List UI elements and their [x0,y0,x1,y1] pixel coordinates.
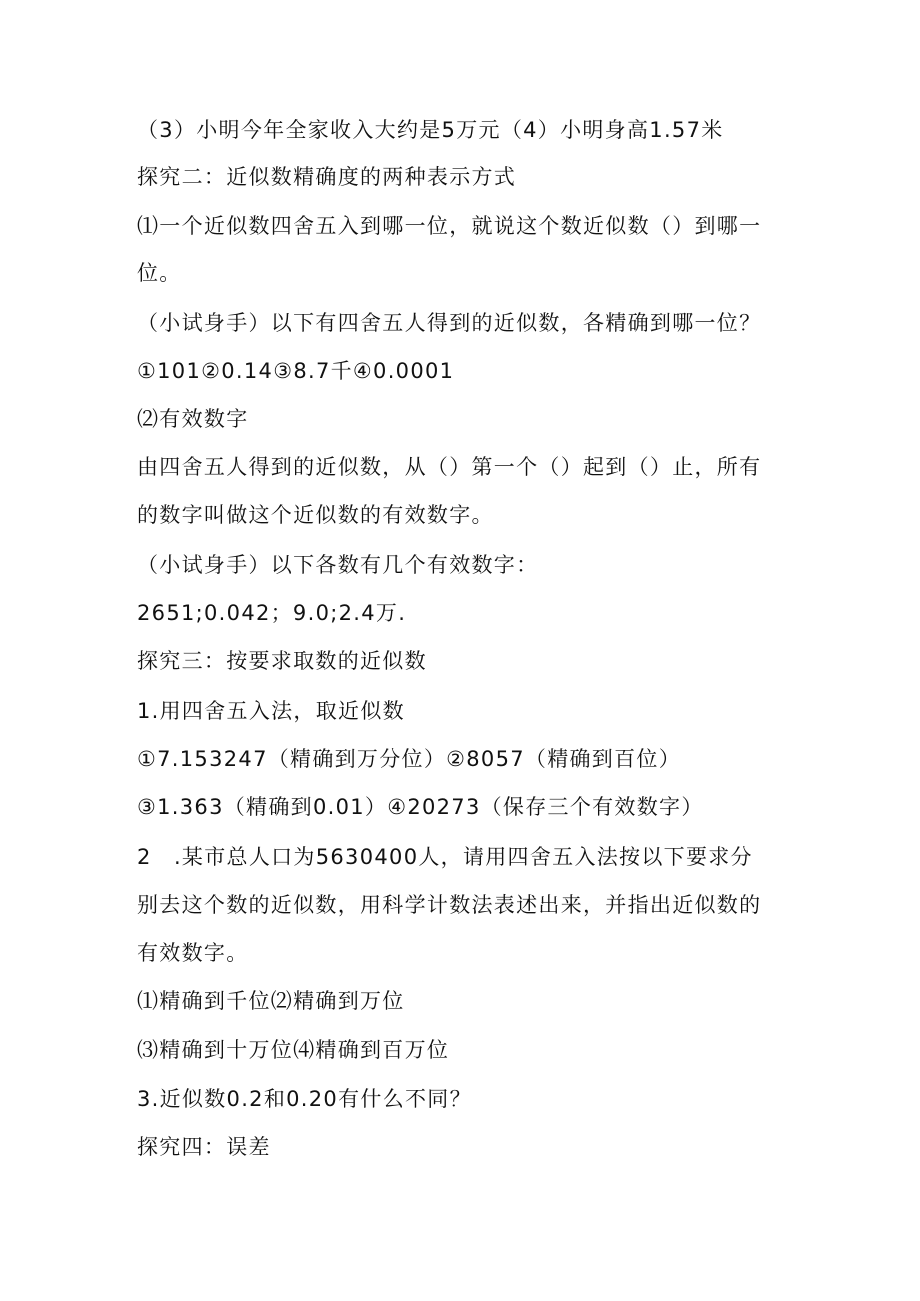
heading-explore-four: 探究四：误差 [137,1135,271,1159]
text-line-family-income-height: （3）小明今年全家收入大约是5万元（4）小明身高1.57米 [137,118,724,142]
subheading-significant-digits: ⑵有效数字 [137,407,249,431]
heading-explore-three: 探究三：按要求取数的近似数 [137,649,427,673]
text-line-significant-definition-cont: 的数字叫做这个近似数的有效数字。 [137,503,494,527]
text-line-exercise-two-items-a: ⑴精确到千位⑵精确到万位 [137,989,405,1013]
text-line-practice-numbers: ①101②0.14③8.7千④0.0001 [137,359,455,383]
text-line-practice-significant-numbers: 2651;0.042；9.0;2.4万. [137,601,407,625]
text-line-exercise-two: 2 .某市总人口为5630400人，请用四舍五入法按以下要求分 [137,845,753,869]
text-line-exercise-two-cont: 别去这个数的近似数，用科学计数法表述出来，并指出近似数的 [137,893,762,917]
text-line-exercise-two-cont2: 有效数字。 [137,941,249,965]
text-line-exercise-one-items-b: ③1.363（精确到0.01）④20273（保存三个有效数字） [137,795,704,819]
text-line-practice-precision: （小试身手）以下有四舍五人得到的近似数，各精确到哪一位？ [137,311,762,335]
heading-explore-two: 探究二：近似数精确度的两种表示方式 [137,165,517,189]
text-line-significant-definition: 由四舍五人得到的近似数，从（）第一个（）起到（）止，所有 [137,455,762,479]
text-line-practice-significant: （小试身手）以下各数有几个有效数字： [137,553,539,577]
text-line-rounding-definition: ⑴一个近似数四舍五入到哪一位，就说这个数近似数（）到哪一 [137,214,762,238]
text-line-exercise-one: 1.用四舍五入法，取近似数 [137,699,405,723]
text-line-exercise-two-items-b: ⑶精确到十万位⑷精确到百万位 [137,1038,450,1062]
text-line-exercise-three: 3.近似数0.2和0.20有什么不同？ [137,1087,472,1111]
text-line-rounding-definition-cont: 位。 [137,261,182,285]
text-line-exercise-one-items-a: ①7.153247（精确到万分位）②8057（精确到百位） [137,747,681,771]
